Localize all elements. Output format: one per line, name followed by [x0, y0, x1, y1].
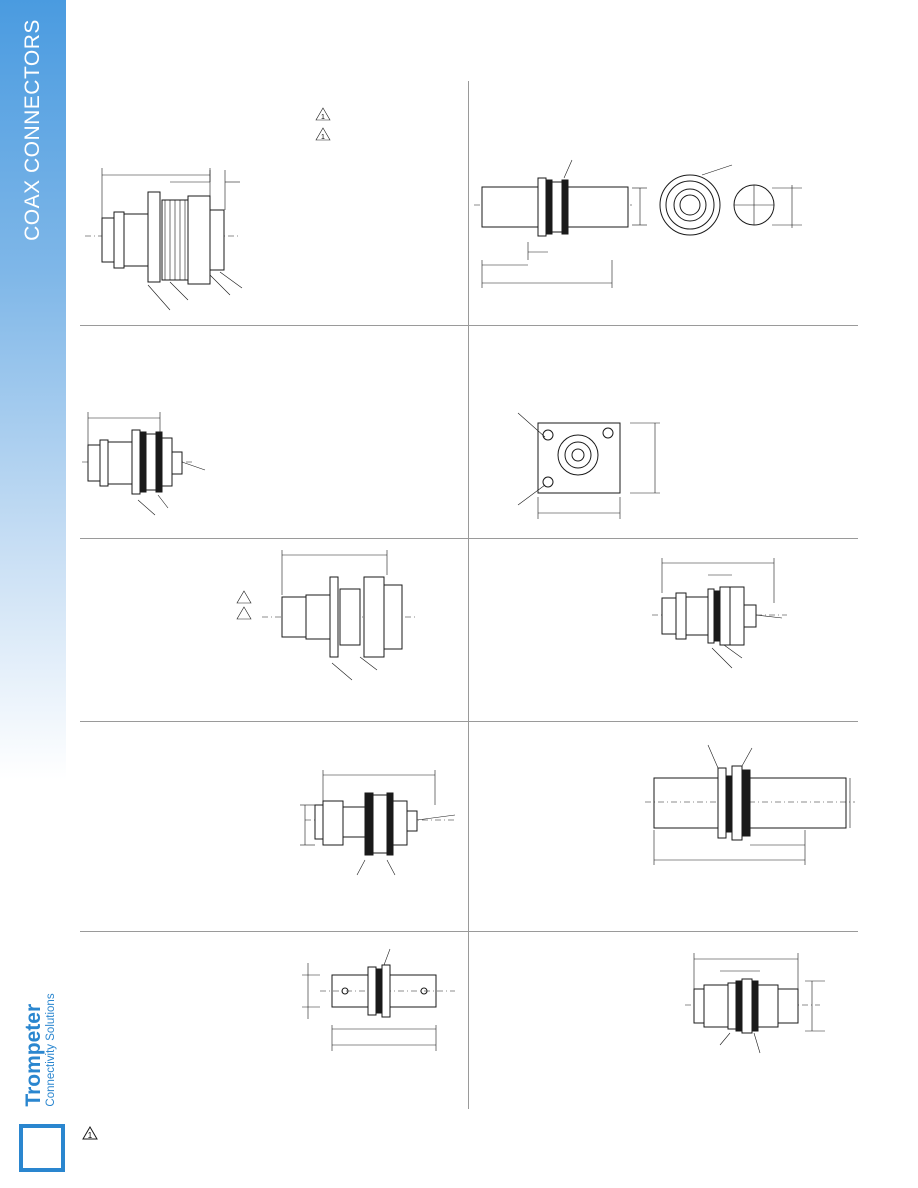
footnote-symbol: 1	[87, 1131, 93, 1140]
row-divider	[80, 538, 858, 539]
connector-drawing-9	[300, 945, 465, 1065]
connector-drawing-1	[80, 100, 460, 320]
connector-drawing-10	[680, 945, 840, 1065]
column-divider	[468, 81, 469, 1109]
section-sidebar	[0, 0, 66, 780]
connector-drawing-4	[500, 405, 680, 525]
svg-text:1: 1	[321, 134, 325, 141]
brand-tagline: Connectivity Solutions	[44, 993, 57, 1107]
row-divider	[80, 931, 858, 932]
svg-text:1: 1	[321, 114, 325, 121]
connector-drawing-5	[232, 545, 432, 695]
caution-triangle-icon	[237, 591, 251, 619]
caution-triangle-icon	[82, 1126, 98, 1140]
connector-drawing-6	[652, 553, 802, 683]
section-title: COAX CONNECTORS	[21, 19, 44, 241]
brand-name: Trompeter	[21, 1003, 45, 1107]
page-number-box	[19, 1124, 65, 1172]
row-divider	[80, 721, 858, 722]
caution-triangle-icon	[316, 108, 330, 141]
connector-drawing-7	[295, 765, 470, 895]
connector-drawing-8	[640, 740, 860, 870]
row-divider	[80, 325, 858, 326]
brand-logo	[23, 993, 57, 1106]
connector-drawing-2	[472, 150, 842, 310]
connector-drawing-3	[80, 400, 280, 530]
